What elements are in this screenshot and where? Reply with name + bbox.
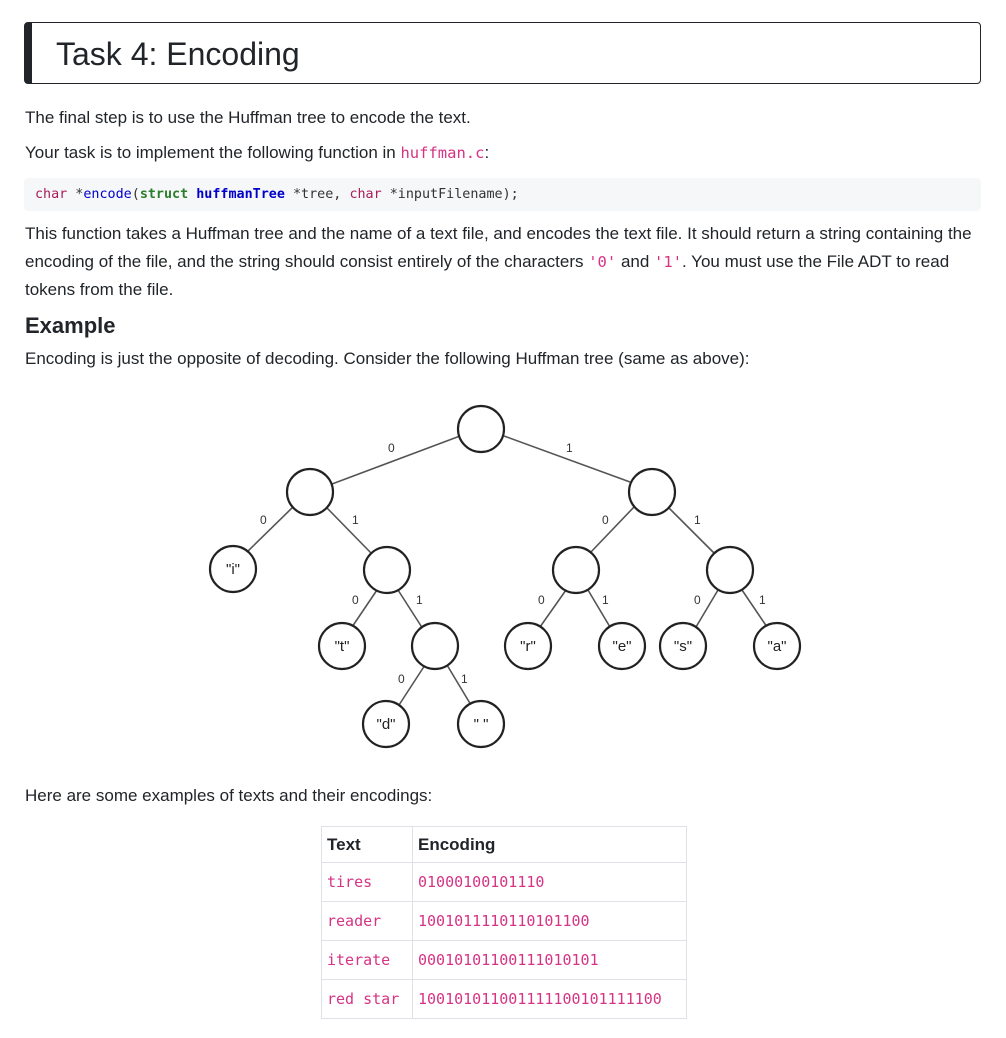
- description-text: . You must use the File ADT to read tokens from the file.: [25, 252, 950, 299]
- edge-label-1: 1: [461, 672, 468, 686]
- leaf-label-r: "r": [520, 638, 536, 655]
- edge-label-0: 0: [398, 672, 405, 686]
- edge-label-0: 0: [602, 513, 609, 527]
- edge-label-1: 1: [566, 441, 573, 455]
- table-row: [322, 863, 687, 902]
- page-title: Task 4: Encoding: [56, 36, 300, 72]
- cell-encoding: 00010101100111010101: [413, 941, 687, 980]
- examples-intro: Here are some examples of texts and their encodings:: [25, 786, 433, 805]
- leaf-label-e: "e": [612, 638, 632, 655]
- table-row: [322, 902, 687, 941]
- header-encoding: Encoding: [413, 827, 687, 863]
- edge-label-1: 1: [759, 593, 766, 607]
- edge-label-0: 0: [352, 593, 359, 607]
- task-paragraph: [25, 139, 489, 167]
- cell-text: reader: [322, 902, 413, 941]
- filename-code: huffman.c: [400, 144, 485, 162]
- leaf-label-d: "d": [376, 716, 396, 733]
- code-token: huffmanTree: [196, 187, 285, 202]
- edge-label-1: 1: [602, 593, 609, 607]
- task-heading-box: [24, 22, 981, 84]
- leaf-label-s: "s": [673, 638, 693, 655]
- table-row: [322, 941, 687, 980]
- tree-node-internal: [553, 547, 599, 593]
- task-prefix: Your task is to implement the following function in: [25, 143, 401, 162]
- header-text: Text: [322, 827, 413, 863]
- huffman-tree-diagram: [0, 390, 1006, 755]
- code-token: char: [349, 187, 382, 202]
- table-header-row: [322, 827, 687, 863]
- tree-edge: [669, 508, 714, 553]
- encoding-examples-table: [321, 826, 687, 1019]
- description-text: This function takes a Huffman tree and the name of a text file, and encodes the text file. It should return a string containing the encoding of the file, and the string should consist entirely of the characters: [25, 224, 972, 271]
- description-text: and: [616, 252, 655, 271]
- leaf-label-i: "i": [226, 561, 240, 578]
- code-token: encode: [83, 187, 132, 202]
- leaf-label-space: " ": [473, 716, 489, 733]
- char-zero-code: '0': [588, 253, 617, 271]
- tree-edge: [590, 507, 634, 553]
- char-one-code: '1': [654, 253, 683, 271]
- edge-label-0: 0: [694, 593, 701, 607]
- edge-label-1: 1: [416, 593, 423, 607]
- code-token: *tree,: [284, 187, 350, 202]
- table-row: [322, 980, 687, 1019]
- edge-label-1: 1: [352, 513, 359, 527]
- cell-text: red star: [322, 980, 413, 1019]
- tree-edge: [332, 436, 460, 484]
- leaf-label-t: "t": [334, 638, 350, 655]
- tree-node-internal: [412, 623, 458, 669]
- edge-label-0: 0: [388, 441, 395, 455]
- tree-edge: [246, 507, 293, 553]
- tree-node-internal: [629, 469, 675, 515]
- code-token: (: [131, 187, 140, 202]
- cell-text: iterate: [322, 941, 413, 980]
- cell-encoding: 1001011110110101100: [413, 902, 687, 941]
- tree-node-root: [458, 406, 504, 452]
- example-heading: Example: [25, 313, 116, 338]
- example-intro: Encoding is just the opposite of decoding. Consider the following Huffman tree (same as above):: [25, 349, 750, 368]
- cell-encoding: 100101011001111100101111100: [413, 980, 687, 1019]
- function-signature-code: [24, 178, 981, 211]
- tree-edge: [327, 508, 371, 553]
- edge-label-0: 0: [538, 593, 545, 607]
- task-suffix: :: [484, 143, 490, 162]
- intro-paragraph: The final step is to use the Huffman tree to encode the text.: [25, 108, 471, 127]
- cell-encoding: 01000100101110: [413, 863, 687, 902]
- cell-text: tires: [322, 863, 413, 902]
- leaf-label-a: "a": [767, 638, 787, 655]
- code-token: *: [67, 187, 84, 202]
- tree-node-internal: [707, 547, 753, 593]
- edge-label-0: 0: [260, 513, 267, 527]
- edge-label-1: 1: [694, 513, 701, 527]
- tree-node-internal: [364, 547, 410, 593]
- tree-node-internal: [287, 469, 333, 515]
- code-token: struct: [139, 187, 189, 202]
- code-token: char: [35, 187, 68, 202]
- description-paragraph: [25, 220, 983, 304]
- code-token: *inputFilename);: [381, 187, 519, 202]
